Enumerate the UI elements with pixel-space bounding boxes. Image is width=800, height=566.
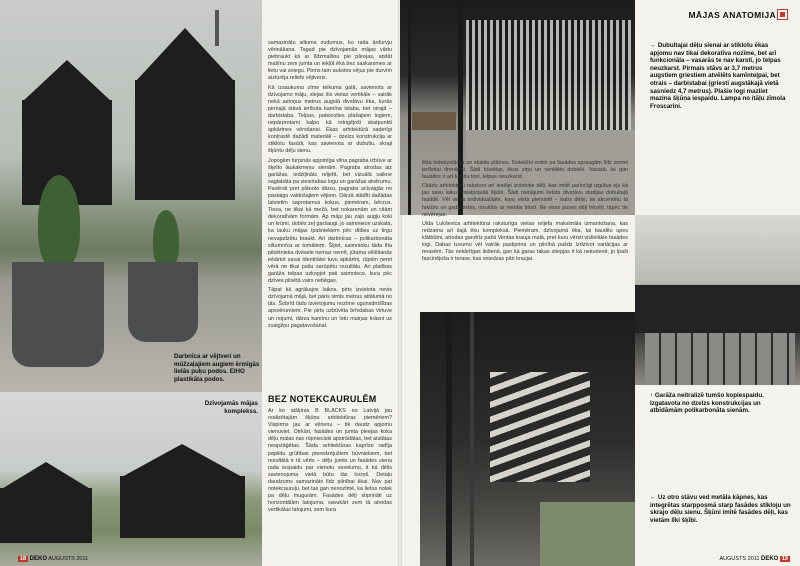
col2-paragraph: Ulda Lukševica arhitektūrai raksturīga vietas reljefa maksimāla izmantošana, kas redzama arī šajā ēku kompleksā. Piemēram, dzīvojamā ēka, lai bauditu upes klātbūtni, atrodas gandrīz pašā Ventas krauja malā, pret kuru vērsti vislielākie fasādes logi. Dabas tuvumu vēl vairāk pastiprina un pilnībā pašdz izdzīvot variācijas ar terasēm. Tās nekārtīgas ikdienā, gan kā garas takas stiepjas it kā nekurienē, jo lpaši fascinējoša ir terase, kas sniedzas pāri kraujai. xyxy=(422,220,628,263)
slatted-window xyxy=(466,20,631,130)
barn-house-right xyxy=(135,80,235,200)
wall-board xyxy=(446,312,452,566)
barn-roof-left xyxy=(22,60,112,102)
complex-roof-2 xyxy=(120,444,244,478)
left-folio xyxy=(18,556,88,562)
planter-right xyxy=(128,262,198,342)
article-column-1b xyxy=(268,408,392,516)
right-page-number: 19 xyxy=(781,556,788,562)
chimney xyxy=(215,10,219,46)
photo-house-complex xyxy=(0,392,262,566)
photo-planters-and-barns xyxy=(0,0,262,392)
stair-steps xyxy=(490,372,590,482)
complex-roof-1 xyxy=(0,462,92,490)
section-marker-icon xyxy=(777,9,788,20)
col2-paragraph: Citādu arhitektūru raksturo arī iesēlpi izvietotie dēļi, kas imitē parlocīgi izgūtus eju kā jau savu laiku nokalpojušā šķūni. Šādi risinājumi lietots divstāvu studijas dubultajā fasādē. Vēl viena individualitāte, kuru vērts pieminēt – katrs dēļis, lai akcentētu tā faktūru un gadskārtas, izsukāts ar metāla birsti. Ne otras puses dēļi frēzēti, tāpēc tie nevērejas. xyxy=(422,183,628,218)
col1-paragraph: Jopogām turpinās apjomīga vilna pagraba izbūve ar šķelto laukakmeņu sienām. Pagrabs atrodas aiz garāžas, iedziļināts reljefā, bet vizuālā saikne saglabāta pa viesotabas logu un garāžas atvērumu. Pavērsti pret plānoto dārzu, pagrabs acīvaigās no pastaigu valdošajiem vējiem. Dārzā stādīti dažādas latvietim saprotamus kokus, piemēram, bērzus. Tiesa, ne tikai kā mežā, bet nokarenām un citām dekoratīvām formām. Ap māju jau zaļo augļu koki un krūmi, dobēs zeļ garšaugi, jo saimniece uzskata, ka lauku mājas īpašniekiem pēc dīdies uz tirgu nevajadzētu braukt. Arī darbnīcas – polikarbonāta siltumnīca ar tomātiem. Šķiet, saimnieku tāda līta pilsētnieka dvēsele nemaz nemīt, jūtama vēlēšanās iekārtot savai identitātei tuvu apkārtni, rūpēm ņemt vērā ne tikai pašu sarūpētu rezultātu. Ari platības garāža telpas uzkopjot pati saimniece, kura pēc dzīves pilsētā vairs nebēgas. xyxy=(268,157,392,285)
caption-double-wall: ← Dubultajai dēļu sienai ar stiklotu ēkas apjomu nav tikai dekoratīva nozīme, bet arī funkcionāla – vasarās te nav karsti, jo telpas neuzkarst. Pirmais stāvs ar 3,7 metrus augstiem griestiem atvēlēts kamīnteļpai, bet otrais – darbistabai (griesti augstākajā vietā sasniedz 4,7 metrus). Plašie logi mazliet mazina šķūņa iespaidu. Lampa no itāļu zīmola Froscarini. xyxy=(650,42,786,110)
planter-left xyxy=(12,262,104,367)
firewood-stack xyxy=(412,112,456,130)
photo-metal-stairs xyxy=(420,312,635,566)
garage-roof xyxy=(635,285,800,333)
left-magazine-name: DEKO xyxy=(29,556,47,562)
col1b-paragraph: Ar ko atšķiras B BLACKS no Latvijā jau realizētajām šķūņu arhitektūras piemēriem? Vispirms jau ar vērienu – tik daudz apjomu vienuviet. Otrkārt, fasādes un jumta pieejas koka dēļu malas nav rūpnieciski apstrādātas, bet atstātas neapzāģētas. Šāda arhitektūras kaprīze radīja papildu grūtības pieredzējušiem būvniekiem, bet rezultātā ir tā vērts – dēļu jumts un fasādes siena rada iespaidu par vienotu veselumu, it kā dēlis savienojuma vietā būtu tās lociņš. Detaļu daudzums samazināts līdz pilnībai ēkai. Nav pat notekcauruļu, bet tas gan nenozīmē, ka lietus notek pa dēļu mugurām. Fasādes dēļi stiprināti uz horizontālām latojuma, savukārt zem tā atrodas vertikālas latojumi, zem kura xyxy=(268,408,392,514)
shrub-right xyxy=(153,210,179,270)
section-label: MĀJAS ANATOMIJA xyxy=(688,10,776,20)
caption-complex: Dzīvojamās mājas komplekss. xyxy=(204,400,258,415)
wall-board xyxy=(470,312,474,566)
left-page-number: 18 xyxy=(20,556,27,562)
left-issue: AUGUSTS 2011 xyxy=(48,556,89,562)
right-folio xyxy=(720,556,790,562)
col1-paragraph: Kā izsaukuma zīme teikuma galā, savienota ar dzīvojamo māju, slejas šis vietas vertikāle – vairāk nekā astoņus metrus augstā divstāvu ēka, kurās pirmajā stāvā ierīkota kamīna istaba, bet otrajā – darbistaba. Telpas, pateicoties plašajiem logiem, nepārprotami kalpo kā intrigējoši skatpunkti apkārtnes vērošanai. Ēkas arhitektūrā saderīgi kontrastē dažādi materiāli – dzelzs konstrukcija ar stiklotu fasādi, kas savienota ar dubultu, skraji šķūntu dēļu sienu. xyxy=(268,84,392,155)
article-column-2 xyxy=(422,160,628,265)
col1-paragraph: Tāpat kā agrākajos laikos, pirts izvietota nevis dzīvojamā mājā, bet pāris simts metrus attālumā no tās. Šobrīd tādu izvietojumu nozīme ugunsdrošības apsvērumiem. Pie pirts uzbūvēta brīvdabas virtuve un nojumi, dārza kamīnu un īstu maiņas krāsni uz zvaigžņu pagatavošanai. xyxy=(268,287,392,329)
interior-beam xyxy=(408,0,411,215)
section-heading: BEZ NOTEKCAURULĒM xyxy=(268,394,377,404)
barn-roof-right xyxy=(135,28,235,82)
caption-planters: Darbnīca ar vējtveri un mūžzaļajiem augiem ērmīgās lielās puķu podos. EIHO plastikāta podos. xyxy=(174,353,260,383)
caption-stairs: ← Uz otro stāvu ved metāla kāpnes, kas integrētas starpposmā starp fasādes stikloju un skrajo dēļu sienu. Šķūni imitē fasādes dēļi, kas vietām līki šķībi. xyxy=(650,494,791,524)
right-issue: AUGUSTS 2011 xyxy=(719,556,760,562)
col1-paragraph: samazinātu siltuma zudumus, ko rada ārdurvju vērināšana. Tagad pie dzīvojamās mājas vārtu piebraukt kā ar līdzmalšnu pie pārejas, atstāt mašīnu zem jumta un iekļūt ēkā bez saskarsmes ar lietu vai sniegu. Pirms tam aukstos vējus pie durvīm aizturēja reliefs vējtveris. xyxy=(268,40,392,82)
garage-walls xyxy=(645,333,795,385)
garden-view xyxy=(540,502,635,566)
article-column-1 xyxy=(268,40,392,332)
col2-paragraph: likta hidroizolācija un skaidu plātnes. Noteklīni notek pa fasādes spraugām līdz zemei ierīkotai drenāžai. Šādi būvētas, ēkas ziņu un ventilēts dobiski. Vasarā, lai gan fasādes ir arī tumšu toni, telpas neuzkarst. xyxy=(422,160,628,181)
caption-garage: ↑ Garāža neitralizē tumšo kopiespaidu. Izgatavota no dzelzs konstrukcijas un atbīdāmām polikarbonāta sienām. xyxy=(650,392,764,415)
right-magazine-name: DEKO xyxy=(761,556,779,562)
complex-house-1 xyxy=(0,488,92,543)
complex-house-2 xyxy=(120,476,245,538)
shrub-left xyxy=(38,175,80,270)
photo-garage xyxy=(635,215,800,385)
